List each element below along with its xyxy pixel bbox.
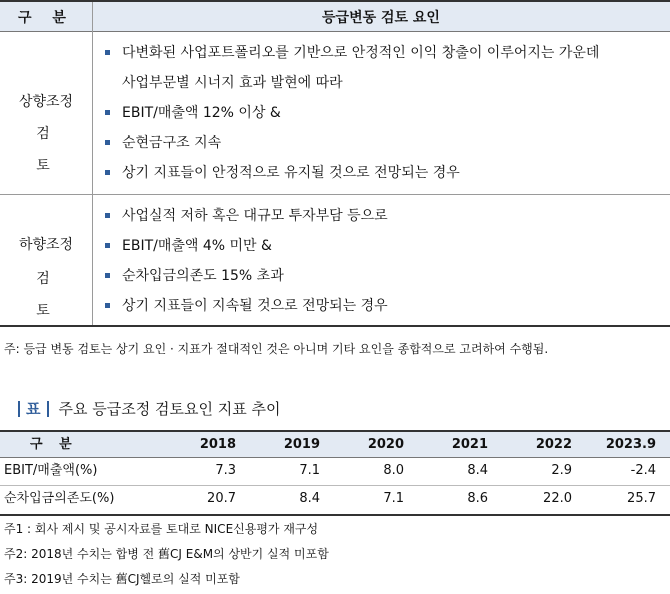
bullet-square-icon — [105, 110, 110, 115]
list-item: 다변화된 사업포트폴리오를 기반으로 안정적인 이익 창출이 이루어지는 가운데 — [100, 38, 666, 68]
table2-title-text: 주요 등급조정 검토요인 지표 추이 — [58, 400, 281, 418]
table-row — [0, 458, 670, 486]
title-bar-right — [47, 401, 49, 417]
table1-note: 주: 등급 변동 검토는 상기 요인 · 지표가 절대적인 것은 아니며 기타 요인을 종합적으로 고려하여 수행됨. — [4, 342, 549, 356]
bullet-square-icon — [105, 170, 110, 175]
bullet-square-icon — [105, 243, 110, 248]
col-header-2018: 2018 — [199, 437, 236, 452]
col-header-2019: 2019 — [283, 437, 320, 452]
cell-value: 7.1 — [383, 491, 404, 506]
table-tag: 표 — [26, 400, 41, 418]
cell-value: 2.9 — [551, 463, 572, 478]
row-label: 순차입금의존도(%) — [4, 491, 115, 506]
table2-bottom-border — [0, 514, 670, 516]
cell-value: 8.4 — [467, 463, 488, 478]
list-item: 순현금구조 지속 — [100, 128, 666, 158]
column-divider — [92, 2, 93, 32]
cell-value: 8.4 — [299, 491, 320, 506]
cell-value: 8.0 — [383, 463, 404, 478]
bullet-square-icon — [105, 213, 110, 218]
table2-title — [18, 398, 280, 419]
list-item: 상기 지표들이 지속될 것으로 전망되는 경우 — [100, 291, 666, 321]
col-header-2023-9: 2023.9 — [605, 437, 656, 452]
bullet-square-icon — [105, 140, 110, 145]
cell-value: 7.3 — [215, 463, 236, 478]
table1-header — [0, 0, 670, 32]
cell-value: 7.1 — [299, 463, 320, 478]
upgrade-label: 상향조정 — [18, 94, 74, 110]
table1-bottom-border — [0, 325, 670, 327]
list-item: 사업실적 저하 혹은 대규모 투자부담 등으로 — [100, 201, 666, 231]
cell-value: -2.4 — [630, 463, 656, 478]
list-item: 순차입금의존도 15% 초과 — [100, 261, 666, 291]
cell-value: 20.7 — [207, 491, 236, 506]
list-item: EBIT/매출액 4% 미만 & — [100, 231, 666, 261]
list-item-continuation: 사업부문별 시너지 효과 발현에 따라 — [122, 75, 343, 91]
upgrade-bullets — [100, 38, 666, 188]
downgrade-label: 하향조정 — [18, 237, 74, 253]
col-header-2022: 2022 — [535, 437, 572, 452]
title-bar-left — [18, 401, 20, 417]
footnote-3: 주3: 2019년 수치는 舊CJ헬로의 실적 미포함 — [4, 572, 240, 586]
bullet-square-icon — [105, 50, 110, 55]
footnote-2: 주2: 2018년 수치는 합병 전 舊CJ E&M의 상반기 실적 미포함 — [4, 547, 329, 561]
cell-value: 8.6 — [467, 491, 488, 506]
row-label: EBIT/매출액(%) — [4, 463, 98, 478]
table-row — [0, 486, 670, 514]
downgrade-section — [0, 195, 670, 325]
cell-value: 25.7 — [627, 491, 656, 506]
col-header-2021: 2021 — [451, 437, 488, 452]
cell-value: 22.0 — [543, 491, 572, 506]
table2-header — [0, 430, 670, 458]
footnote-1: 주1 : 회사 제시 및 공시자료를 토대로 NICE신용평가 재구성 — [4, 522, 319, 536]
table1-header-factors: 등급변동 검토 요인 — [322, 10, 440, 26]
bullet-square-icon — [105, 303, 110, 308]
column-divider — [92, 32, 93, 194]
upgrade-label-review: 검 토 — [36, 126, 76, 174]
column-divider — [92, 195, 93, 325]
list-item: 상기 지표들이 안정적으로 유지될 것으로 전망되는 경우 — [100, 158, 666, 188]
bullet-square-icon — [105, 273, 110, 278]
downgrade-bullets — [100, 201, 666, 321]
table1-header-category: 구 분 — [18, 10, 74, 26]
downgrade-label-review: 검 토 — [36, 271, 76, 319]
list-item: EBIT/매출액 12% 이상 & — [100, 98, 666, 128]
col-header-2020: 2020 — [367, 437, 404, 452]
col-header-category: 구 분 — [30, 437, 78, 452]
upgrade-section — [0, 32, 670, 194]
